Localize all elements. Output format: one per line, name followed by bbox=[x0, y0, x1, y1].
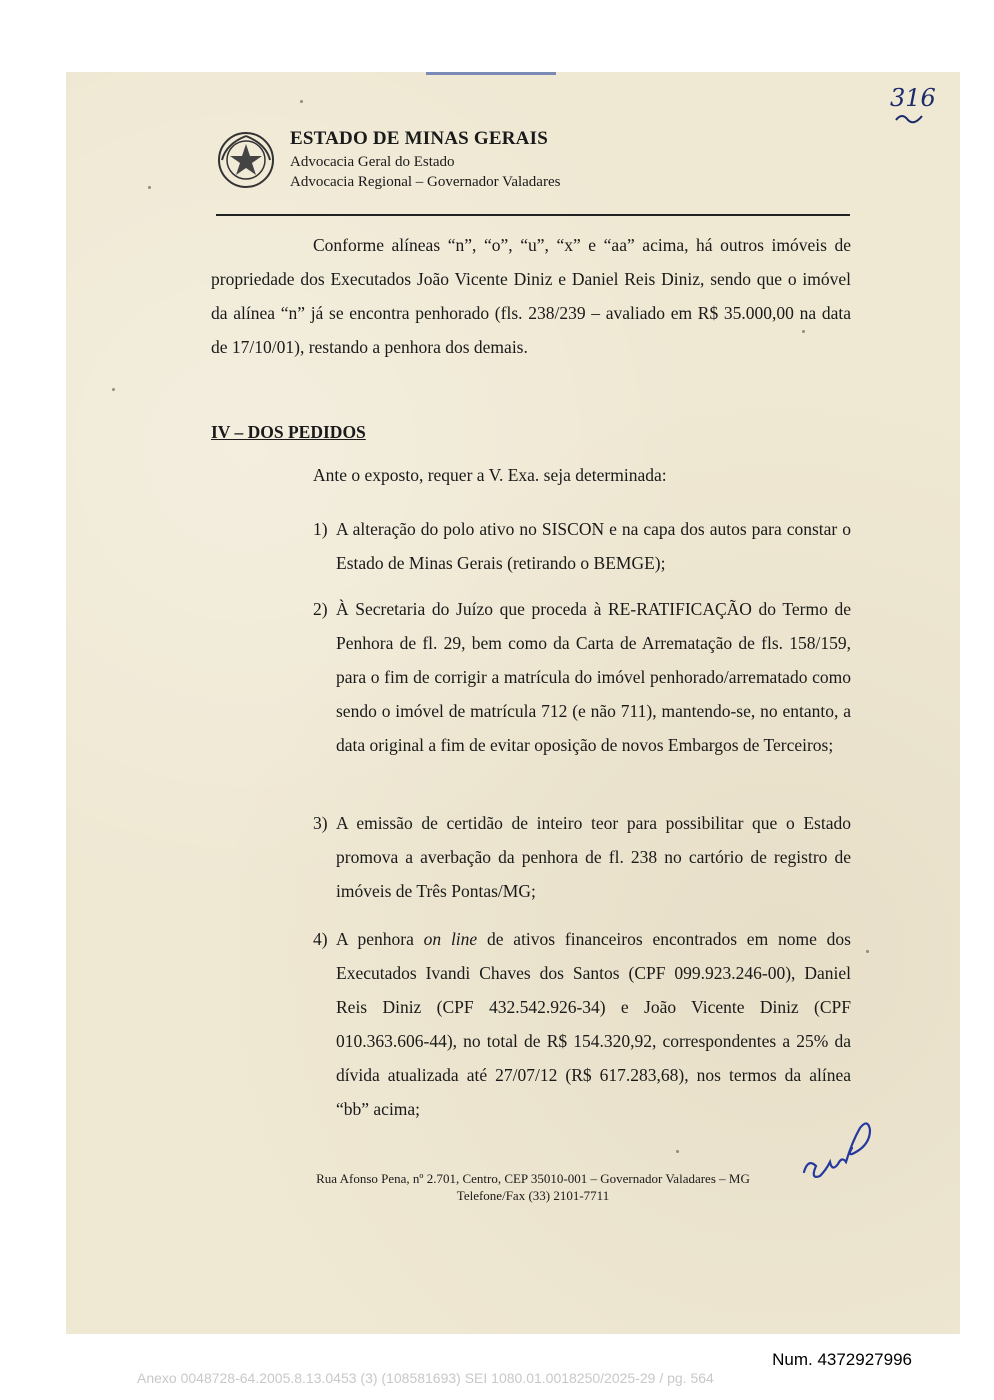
state-seal-icon bbox=[216, 130, 276, 190]
requests-intro: Ante o exposto, requer a V. Exa. seja determinada: bbox=[313, 465, 667, 485]
item-number: 4) bbox=[313, 929, 328, 949]
footer-line-2: Telefone/Fax (33) 2101-7711 bbox=[456, 1188, 610, 1203]
handwritten-page-number bbox=[886, 80, 946, 130]
footer-address bbox=[216, 1170, 850, 1204]
item-number: 2) bbox=[313, 599, 328, 619]
top-edge-mark bbox=[426, 72, 556, 75]
item-text: A alteração do polo ativo no SISCON e na capa dos autos para constar o Estado de Minas Gerais (retirando o BEMGE); bbox=[336, 519, 851, 573]
paragraph-1: Conforme alíneas “n”, “o”, “u”, “x” e “aa” acima, há outros imóveis de propriedade dos Executados João Vicente Diniz e Daniel Reis Diniz, sendo que o imóvel da alínea “n” já se encontra penhorado (fls. 238/239 – avaliado em R$ 35.000,00 na data de 17/10/01), restando a penhora dos demais. bbox=[211, 235, 851, 357]
item-number: 3) bbox=[313, 813, 328, 833]
section-heading: IV – DOS PEDIDOS bbox=[211, 422, 366, 442]
header-subtitle-1: Advocacia Geral do Estado bbox=[290, 154, 455, 170]
header-rule bbox=[216, 214, 850, 216]
item-italic-term: on line bbox=[423, 929, 478, 949]
scanned-page bbox=[66, 72, 960, 1334]
item-text: A emissão de certidão de inteiro teor para possibilitar que o Estado promova a averbação da penhora de fl. 238 no cartório de registro de imóveis de Três Pontas/MG; bbox=[336, 813, 851, 901]
svg-text:316: 316 bbox=[890, 84, 936, 112]
request-item-3 bbox=[313, 806, 851, 908]
header-subtitle-2: Advocacia Regional – Governador Valadares bbox=[290, 174, 561, 190]
request-item-4 bbox=[313, 922, 851, 1126]
item-text: A penhora on line de ativos financeiros encontrados em nome dos Executados Ivandi Chaves dos Santos (CPF 099.923.246-00), Daniel Reis Diniz (CPF 432.542.926-34) e João Vicente Diniz (CPF 010.363.606-44), no total de R$ 154.320,92, correspondentes a 25% da dívida atualizada até 27/07/12 (R$ 617.283,68), nos termos da alínea “bb” acima; bbox=[336, 929, 851, 1119]
request-item-1 bbox=[313, 512, 851, 580]
footer-line-1: Rua Afonso Pena, nº 2.701, Centro, CEP 35010-001 – Governador Valadares – MG bbox=[316, 1171, 750, 1186]
request-item-2 bbox=[313, 592, 851, 762]
item-text: À Secretaria do Juízo que proceda à RE-RATIFICAÇÃO do Termo de Penhora de fl. 29, bem como da Carta de Arrematação de fls. 158/159, para o fim de corrigir a matrícula do imóvel penhorado/arrematado como sendo o imóvel de matrícula 712 (e não 711), mantendo-se, no entanto, a data original a fim de evitar oposição de novos Embargos de Terceiros; bbox=[336, 599, 851, 755]
document-number-stamp: Num. 4372927996 bbox=[772, 1350, 912, 1369]
item-number: 1) bbox=[313, 519, 328, 539]
header-title: ESTADO DE MINAS GERAIS bbox=[290, 128, 548, 149]
annex-reference-stamp: Anexo 0048728-64.2005.8.13.0453 (3) (108581693) SEI 1080.01.0018250/2025-29 / pg. 564 bbox=[137, 1370, 714, 1386]
letterhead bbox=[216, 128, 696, 208]
